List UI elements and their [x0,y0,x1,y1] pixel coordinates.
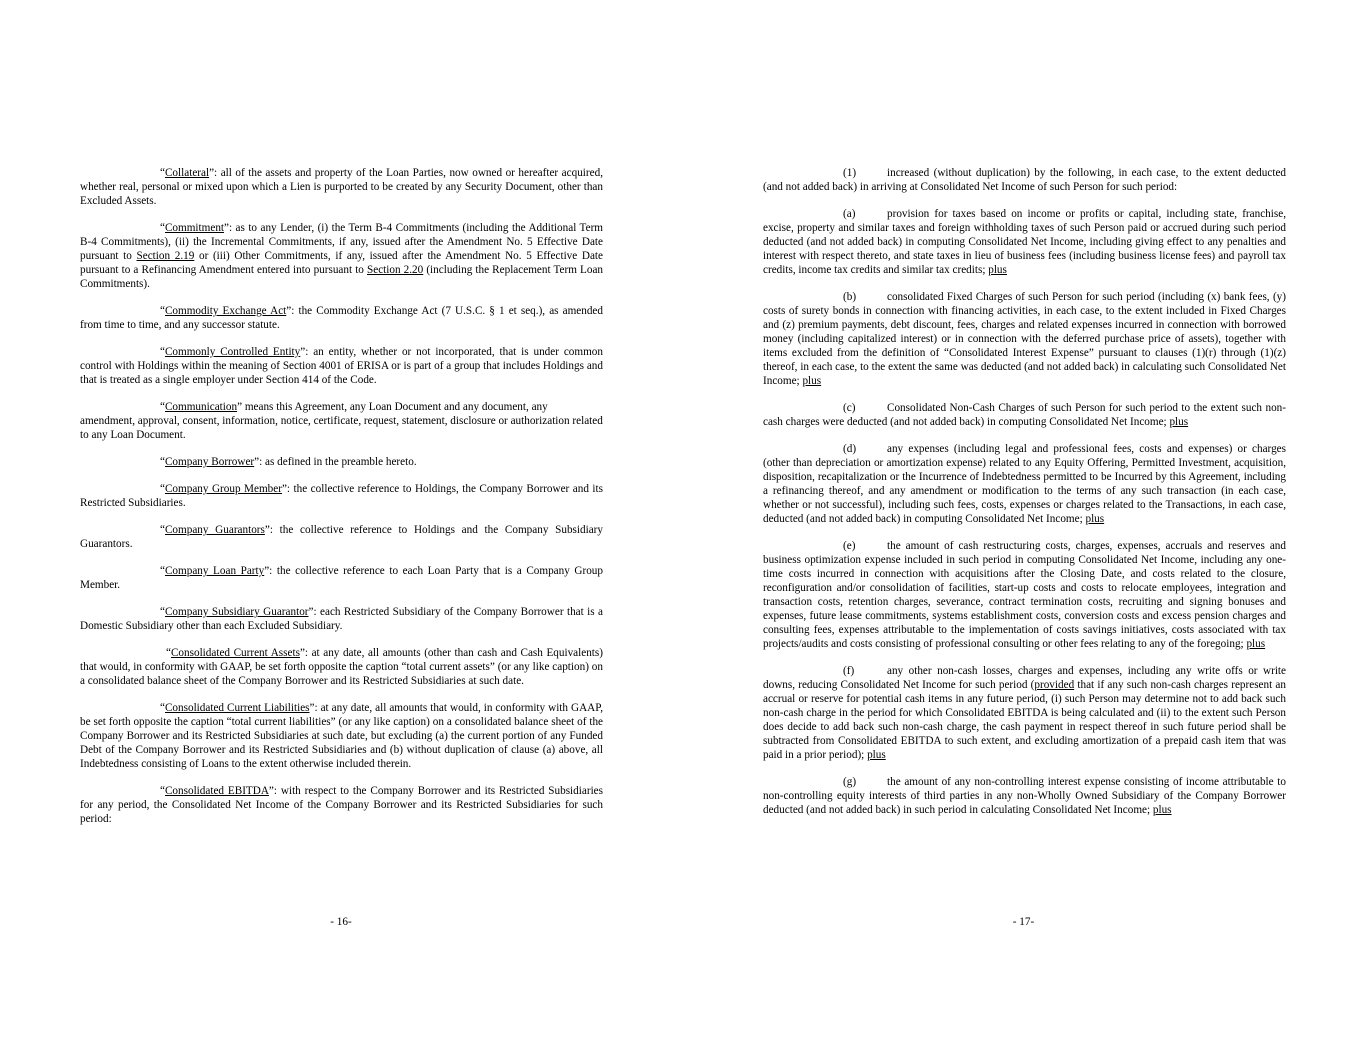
plus-connector: plus [1169,416,1189,428]
page-17 [682,0,1365,1055]
defined-term: Company Subsidiary Guarantor [164,606,309,618]
clause-f: (f) any other non-cash losses, charges and expenses, including any write offs or write downs, reducing Consolidated Net Income for such period (provided that if any such non-cash charges represent an accrual or reserve for potential cash items in any future period, (i) such Person may determine not to add back such non-cash charge in the period for which Consolidated EBITDA is being calculated and (ii) to the extent such Person does decide to add back such non-cash charge, the cash payment in respect thereof in such future period shall be subtracted from Consolidated EBITDA to such extent, and excluding amortization of a prepaid cash item that was paid in a prior period); plus [763,665,1286,761]
defined-term: Consolidated Current Assets [170,647,300,659]
defined-term: Company Borrower [164,456,255,468]
page-16 [0,0,682,1055]
defined-term: Consolidated Current Liabilities [164,702,310,714]
defined-term: Company Group Member [164,483,282,495]
definition-consolidated-ebitda: “Consolidated EBITDA”: with respect to the Company Borrower and its Restricted Subsidiaries for any period, the Consolidated Net Income of the Company Borrower and its Restricted Subsidiaries for such period: [80,785,603,825]
clause-label: (f) [843,665,855,677]
definition-company-guarantors: “Company Guarantors”: the collective reference to Holdings and the Company Subsidiary Guarantors. [80,524,603,550]
clause-e: (e) the amount of cash restructuring costs, charges, expenses, accruals and reserves and business optimization expense included in such period in computing Consolidated Net Income, including any one-time costs incurred in connection with acquisitions after the Closing Date, and costs related to the closure, reconfiguration and/or consolidation of facilities, start-up costs and costs to relocate employees, integration and transaction costs, retention charges, severance, contract termination costs, recruiting and signing bonuses and expenses, future lease commitments, systems establishment costs, conversion costs and excess pension charges and consulting fees, expenses attributable to the implementation of costs savings initiatives, costs associated with tax projects/audits and costs consisting of professional consulting or other fees relating to any of the foregoing; plus [763,540,1286,650]
definition-commonly-controlled-entity: “Commonly Controlled Entity”: an entity, whether or not incorporated, that is under common control with Holdings within the meaning of Section 4001 of ERISA or is part of a group that includes Holdings and that is treated as a single employer under Section 414 of the Code. [80,346,603,386]
definition-commitment: “Commitment”: as to any Lender, (i) the Term B-4 Commitments (including the Additional Term B-4 Commitments), (ii) the Incremental Commitments, if any, issued after the Amendment No. 5 Effective Date pursuant to Section 2.19 or (iii) Other Commitments, if any, issued after the Amendment No. 5 Effective Date pursuant to a Refinancing Amendment entered into pursuant to Section 2.20 (including the Replacement Term Loan Commitments). [80,222,604,290]
plus-connector: plus [1085,513,1105,525]
section-reference: Section 2.19 [136,250,195,262]
definition-company-borrower: “Company Borrower”: as defined in the preamble hereto. [160,456,417,468]
defined-term: Collateral [164,167,210,179]
clause-c: (c) Consolidated Non-Cash Charges of such Person for such period to the extent such non-cash charges were deducted (and not added back) in computing Consolidated Net Income; plus [763,402,1286,428]
definition-commodity-exchange-act: “Commodity Exchange Act”: the Commodity Exchange Act (7 U.S.C. § 1 et seq.), as amended from time to time, and any successor statute. [80,305,603,331]
defined-term: Communication [164,401,238,413]
plus-connector: plus [988,264,1007,276]
defined-term: Commodity Exchange Act [164,305,287,317]
clause-label: (b) [843,291,857,303]
definition-communication: “Communication” means this Agreement, any Loan Document and any document, any amendment, approval, consent, information, notice, certificate, request, statement, disclosure or authorization related to any Loan Document. [80,401,603,441]
defined-term: Company Guarantors [164,524,265,536]
definition-consolidated-current-liabilities: “Consolidated Current Liabilities”: at any date, all amounts that would, in conformity with GAAP, be set forth opposite the caption “total current liabilities” (or any like caption) on a consolidated balance sheet of the Company Borrower and its Restricted Subsidiaries at such date, but excluding (a) the current portion of any Funded Debt of the Company Borrower and its Restricted Subsidiaries and (b) without duplication of clause (a) above, all Indebtedness consisting of Loans to the extent otherwise included therein. [80,702,604,770]
page-number: - 16- [330,916,352,928]
definition-consolidated-current-assets: “Consolidated Current Assets”: at any date, all amounts (other than cash and Cash Equivalents) that would, in conformity with GAAP, be set forth opposite the caption “total current assets” (or any like caption) on a consolidated balance sheet of the Company Borrower and its Restricted Subsidiaries at such date. [80,647,603,687]
clause-label: (c) [843,402,856,414]
clause-g: (g) the amount of any non-controlling interest expense consisting of income attributable to non-controlling equity interests of third parties in any non-Wholly Owned Subsidiary of the Company Borrower deducted (and not added back) in such period in calculating Consolidated Net Income; plus [763,776,1286,816]
clause-b: (b) consolidated Fixed Charges of such Person for such period (including (x) bank fees, (y) costs of surety bonds in connection with financing activities, in each case, to the extent included in Fixed Charges and (z) premium payments, debt discount, fees, charges and related expenses incurred in connection with borrowed money (including capitalized interest) or in connection with the deferred purchase price of assets), together with items excluded from the definition of “Consolidated Interest Expense” pursuant to clauses (1)(r) through (1)(z) thereof, in each case, to the extent the same was deducted (and not added back) in calculating such Consolidated Net Income; plus [763,291,1286,387]
clause-label: (1) [843,167,857,179]
clauses-column [763,166,1286,830]
plus-connector: plus [867,749,886,761]
defined-term: Consolidated EBITDA [164,785,269,797]
plus-connector: plus [1152,804,1172,816]
clause-label: (d) [843,443,857,455]
definition-company-loan-party: “Company Loan Party”: the collective reference to each Loan Party that is a Company Group Member. [80,565,603,591]
clause-1: (1) increased (without duplication) by the following, in each case, to the extent deducted (and not added back) in arriving at Consolidated Net Income of such Person for such period: [763,167,1286,193]
clause-label: (e) [843,540,856,552]
defined-term: Commitment [164,222,225,234]
clause-label: (a) [843,208,856,220]
page-number: - 17- [1012,916,1035,928]
provided-term: provided [1034,679,1075,691]
clause-label: (g) [843,776,857,788]
defined-term: Commonly Controlled Entity [164,346,301,358]
definition-company-group-member: “Company Group Member”: the collective reference to Holdings, the Company Borrower and its Restricted Subsidiaries. [80,483,603,509]
plus-connector: plus [1246,638,1266,650]
section-reference: Section 2.20 [367,264,424,276]
defined-term: Company Loan Party [164,565,265,577]
definition-company-subsidiary-guarantor: “Company Subsidiary Guarantor”: each Restricted Subsidiary of the Company Borrower that is a Domestic Subsidiary other than each Excluded Subsidiary. [80,606,603,632]
definitions-column [80,166,603,839]
definition-collateral: “Collateral”: all of the assets and property of the Loan Parties, now owned or hereafter acquired, whether real, personal or mixed upon which a Lien is purported to be created by any Security Document, other than Excluded Assets. [80,167,603,207]
clause-d: (d) any expenses (including legal and professional fees, costs and expenses) or charges (other than depreciation or amortization expense) related to any Equity Offering, Permitted Investment, acquisition, disposition, recapitalization or the Incurrence of Indebtedness permitted to be Incurred by this Agreement, including a refinancing thereof, and any amendment or modification to the terms of any such transaction (in each case, whether or not successful), including such fees, costs, expenses or charges related to the Transactions, in each case, deducted (and not added back) in computing Consolidated Net Income; plus [763,443,1286,525]
plus-connector: plus [802,375,822,387]
clause-a: (a) provision for taxes based on income or profits or capital, including state, franchise, excise, property and similar taxes and foreign withholding taxes of such Person paid or accrued during such period deducted (and not added back) in computing Consolidated Net Income, including giving effect to any penalties and interest with respect thereto, and state taxes in lieu of business fees (including business license fees) and payroll tax credits, income tax credits and similar tax credits; plus [763,208,1286,276]
